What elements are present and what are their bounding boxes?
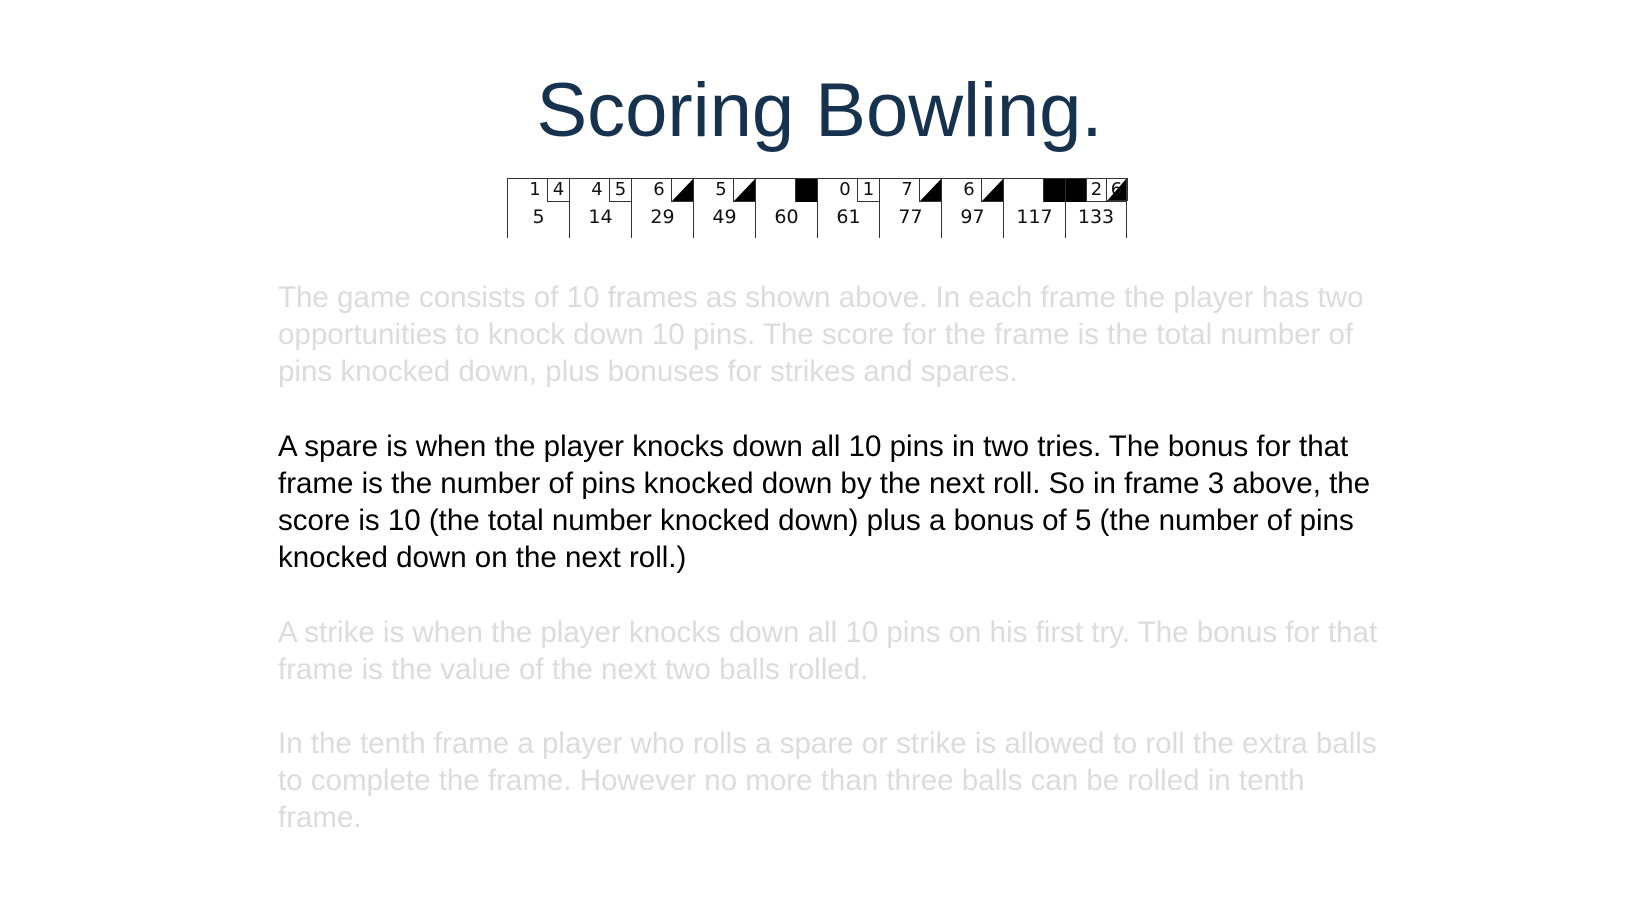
bowling-scorecard	[507, 178, 1127, 238]
frame-5-score: 60	[774, 206, 799, 228]
paragraph-tenth-frame-rule: In the tenth frame a player who rolls a spare or strike is allowed to roll the extra balls to complete the frame. However no more than three balls can be rolled in tenth frame.	[278, 727, 1377, 834]
frame-6-roll-2: 1	[857, 179, 879, 202]
scorecard-frame-1	[507, 178, 569, 238]
frame-10-roll-2: 2	[1086, 179, 1106, 202]
scorecard-frame-6	[817, 178, 879, 238]
frame-1-roll-2: 4	[547, 179, 569, 202]
frame-3-roll-1: 6	[653, 179, 665, 200]
spare-mark-icon	[981, 179, 1003, 202]
scorecard-frame-2	[569, 178, 631, 238]
scorecard-frame-3	[631, 178, 693, 238]
strike-mark-icon	[795, 179, 817, 202]
paragraph-spare-rule: A spare is when the player knocks down all 10 pins in two tries. The bonus for that frame is the number of pins knocked down by the next roll. So in frame 3 above, the score is 10 (the total number knocked down) plus a bonus of 5 (the number of pins knocked down on the next roll.)	[278, 430, 1371, 574]
frame-10-score: 133	[1077, 206, 1115, 228]
frame-4-roll-1: 5	[715, 179, 727, 200]
frame-7-roll-1: 7	[901, 179, 913, 200]
slide-title: Scoring Bowling.	[536, 68, 1103, 153]
frame-7-score: 77	[898, 206, 923, 228]
frame-6-roll-1: 0	[839, 179, 851, 200]
scorecard-frame-4	[693, 178, 755, 238]
paragraph-strike-rule: A strike is when the player knocks down all 10 pins on his first try. The bonus for that frame is the value of the next two balls rolled.	[278, 616, 1378, 686]
frame-2-roll-1: 4	[591, 179, 603, 200]
paragraph-game-overview: The game consists of 10 frames as shown above. In each frame the player has two opportunities to knock down 10 pins. The score for the frame is the total number of pins knocked down, plus bonuses for strikes and spares.	[278, 281, 1364, 388]
frame-8-roll-1: 6	[963, 179, 975, 200]
frame-9-score: 117	[1016, 206, 1053, 228]
scorecard-frame-9	[1003, 178, 1065, 238]
frame-3-score: 29	[650, 206, 675, 228]
frame-1-score: 5	[532, 206, 545, 228]
frame-8-score: 97	[960, 206, 985, 228]
spare-mark-icon	[671, 179, 693, 202]
strike-mark-icon	[1066, 179, 1086, 202]
frame-1-roll-1: 1	[529, 179, 541, 200]
frame-6-score: 61	[836, 206, 861, 228]
scorecard-frame-5	[755, 178, 817, 238]
frame-10-roll-3: 6	[1106, 178, 1128, 201]
frame-2-score: 14	[588, 206, 613, 228]
spare-mark-icon	[733, 179, 755, 202]
scorecard-frame-8	[941, 178, 1003, 238]
scorecard-frame-7	[879, 178, 941, 238]
frame-4-score: 49	[712, 206, 737, 228]
frame-2-roll-2: 5	[609, 179, 631, 202]
spare-mark-icon	[919, 179, 941, 202]
strike-mark-icon	[1043, 179, 1065, 202]
